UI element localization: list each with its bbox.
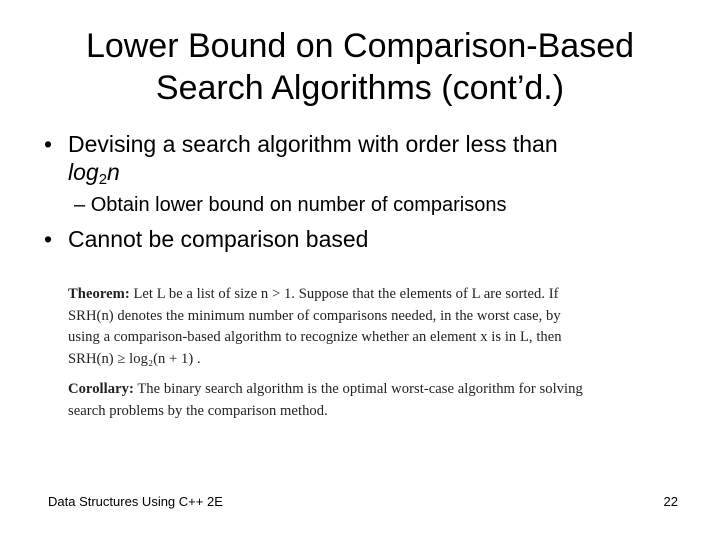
theorem-line-3: using a comparison-based algorithm to recognize whether an element x is in L, then [68,329,562,345]
corollary-line-2: search problems by the comparison method. [68,402,328,419]
bullet-1-math [68,158,120,194]
corollary-line-1-text: The binary search algorithm is the optimal worst-case algorithm for solving [137,381,583,397]
theorem-line-4: SRH(n) ≥ log₂(n + 1) . [68,350,201,367]
math-log: log [68,159,99,185]
math-subscript: 2 [98,171,108,188]
math-variable: n [107,159,120,185]
theorem-line-1 [68,284,650,306]
bullet-1-text: Devising a search algorithm with order less than [68,131,558,157]
book-excerpt-image [68,284,650,422]
footer-page-number: 22 [663,494,678,509]
subbullet-marker: – [74,194,86,216]
subbullet-text: Obtain lower bound on number of comparisons [90,194,507,216]
theorem-line-2: SRH(n) denotes the minimum number of comparisons needed, in the worst case, by [68,307,561,324]
subbullet-1 [74,193,506,217]
footer-book-title: Data Structures Using C++ 2E [48,494,223,509]
bullet-2-text: Cannot be comparison based [68,226,369,252]
corollary-line-1 [68,379,650,401]
slide-title [40,25,680,109]
slide-title-line-1: Lower Bound on Comparison-Based [85,27,635,65]
corollary-label: Corollary: [68,381,134,397]
bullet-marker: • [44,131,53,157]
theorem-label: Theorem: [68,286,130,302]
bullet-marker: • [44,226,53,252]
theorem-line-1-text: Let L be a list of size n > 1. Suppose that the elements of L are sorted. If [133,286,559,302]
slide-title-line-2: Search Algorithms (cont’d.) [155,69,565,107]
